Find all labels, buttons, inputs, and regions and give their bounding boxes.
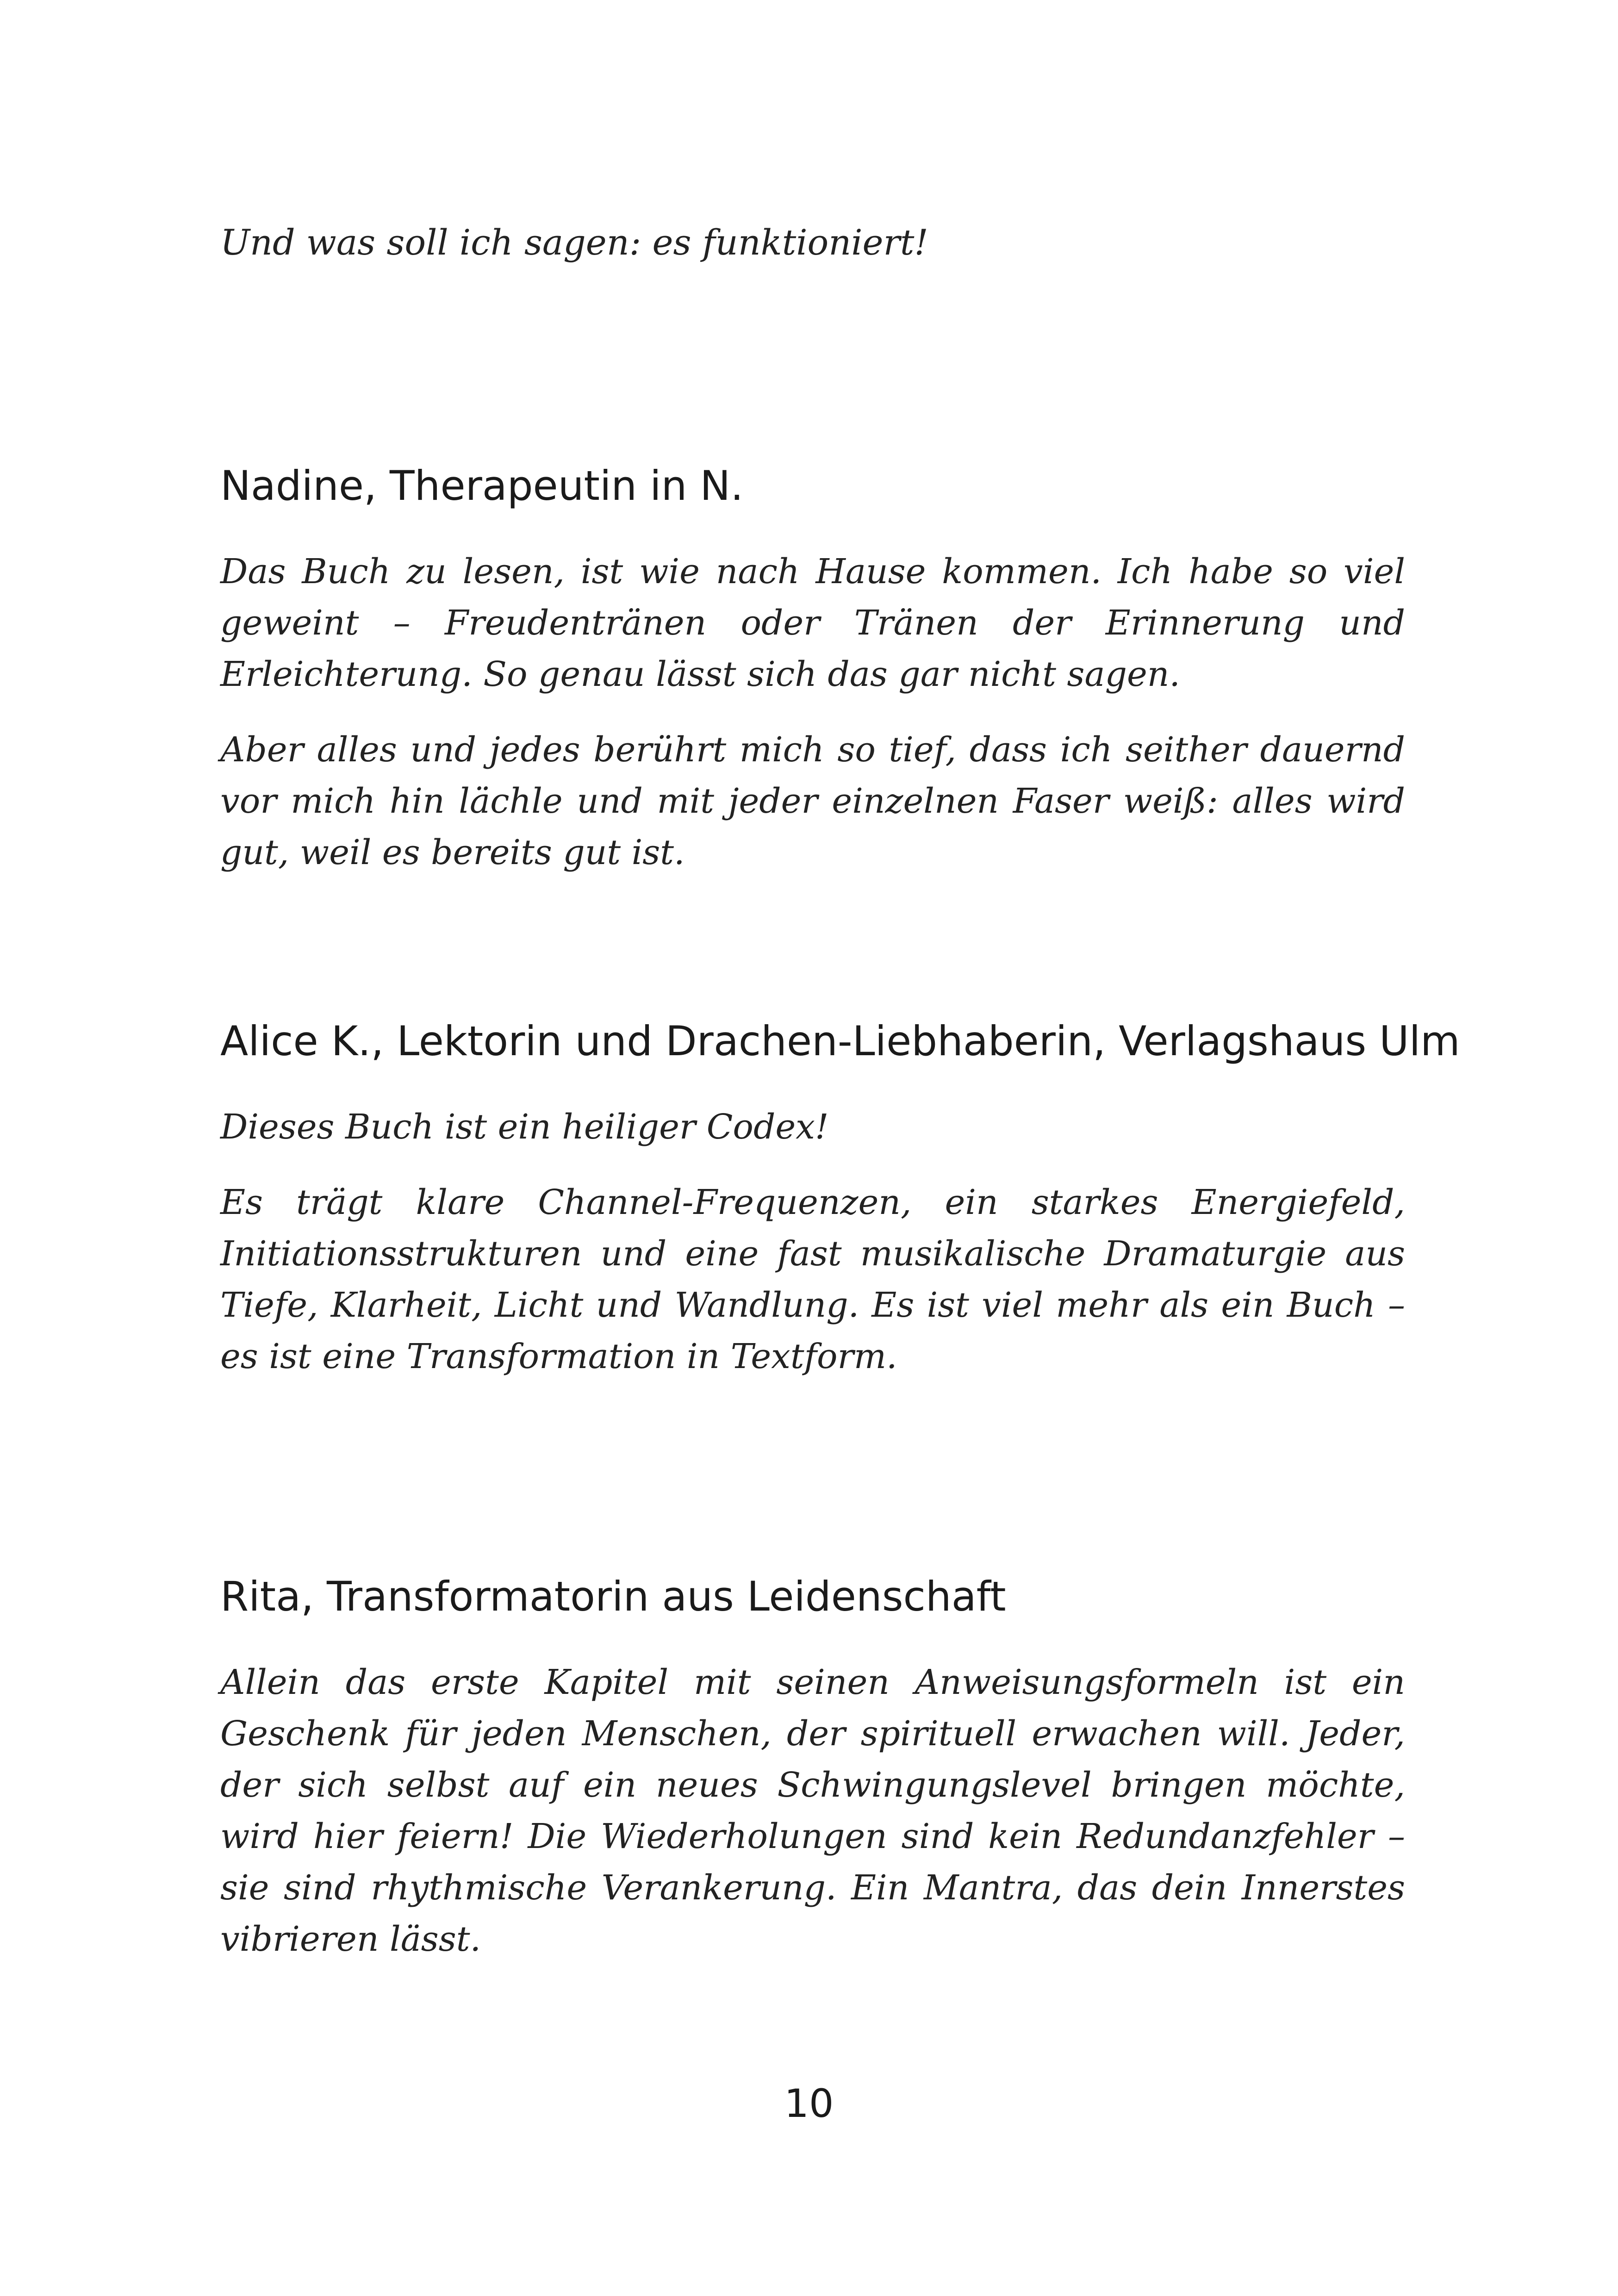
testimonial-author: Nadine, Therapeutin in N. <box>220 462 744 510</box>
testimonial-nadine <box>220 458 1405 902</box>
testimonial-paragraph: Es trägt klare Channel-Frequenzen, ein starkes Energiefeld, Initiationsstrukturen und eine fast musikalische Dramaturgie aus Tiefe, Klarheit, Licht und Wandlung. Es ist viel mehr als ein Buch – es ist eine Transformation in Textform. <box>220 1182 1405 1376</box>
testimonial-paragraph: Das Buch zu lesen, ist wie nach Hause kommen. Ich habe so viel geweint – Freudentränen oder Tränen der Erinnerung und Erleichterung. So genau lässt sich das gar nicht sagen. <box>220 552 1405 694</box>
testimonial-alice <box>220 1014 1460 1406</box>
testimonial-author: Rita, Transformatorin aus Leidenschaft <box>220 1573 1006 1620</box>
testimonial-paragraph: Aber alles und jedes berührt mich so tief, dass ich seither dauernd vor mich hin lächle und mit jeder einzelnen Faser weiß: alles wird gut, weil es bereits gut ist. <box>220 730 1405 872</box>
testimonial-paragraph: Allein das erste Kapitel mit seinen Anweisungsformeln ist ein Geschenk für jeden Menschen, der spirituell erwachen will. Jeder, der sich selbst auf ein neues Schwingungslevel bringen möchte, wird hier feiern! Die Wiederholungen sind kein Redundanzfehler – sie sind rhythmische Verankerung. Ein Mantra, das dein Innerstes vibrieren lässt. <box>220 1662 1405 1959</box>
testimonial-author: Alice K., Lektorin und Drachen-Liebhaberin, Verlagshaus Ulm <box>220 1017 1460 1065</box>
intro-text: Und was soll ich sagen: es funktioniert! <box>220 222 928 263</box>
testimonial-rita <box>220 1569 1405 1989</box>
testimonial-paragraph: Dieses Buch ist ein heiliger Codex! <box>220 1107 829 1147</box>
page-number: 10 <box>784 2081 834 2126</box>
